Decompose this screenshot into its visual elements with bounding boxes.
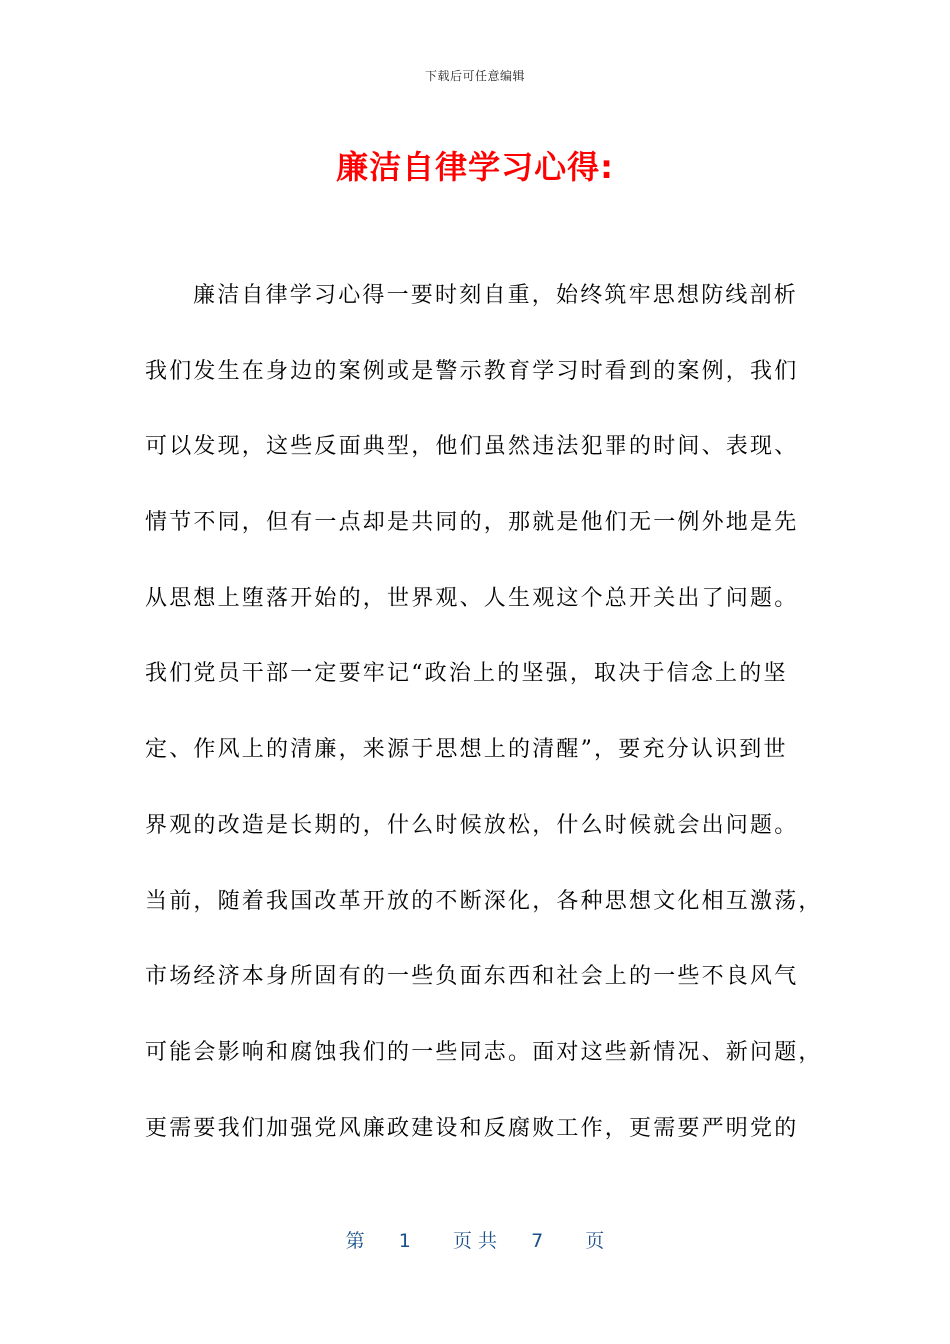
body-line: 从思想上堕落开始的，世界观、人生观这个总开关出了问题。	[145, 585, 799, 611]
body-line: 界观的改造是长期的，什么时候放松，什么时候就会出问题。	[145, 812, 799, 838]
document-title: 廉洁自律学习心得:	[336, 148, 614, 186]
body-line: 可能会影响和腐蚀我们的一些同志。面对这些新情况、新问题，	[145, 1039, 823, 1065]
total-pages-number: 7	[531, 1230, 544, 1252]
body-line: 定、作风上的清廉，来源于思想上的清醒”，要充分认识到世	[145, 737, 788, 763]
header-note: 下载后可任意编辑	[424, 69, 525, 83]
current-page-number: 1	[398, 1230, 411, 1252]
body-line: 廉洁自律学习心得一要时刻自重，始终筑牢思想防线剖析	[193, 283, 799, 308]
body-line: 我们党员干部一定要牢记“政治上的坚强，取决于信念上的坚	[145, 661, 788, 687]
footer-suffix: 页	[585, 1230, 605, 1252]
body-line: 市场经济本身所固有的一些负面东西和社会上的一些不良风气	[145, 964, 799, 990]
body-line: 更需要我们加强党风廉政建设和反腐败工作，更需要严明党的	[145, 1115, 799, 1141]
footer-prefix: 第	[345, 1230, 365, 1252]
body-line: 我们发生在身边的案例或是警示教育学习时看到的案例，我们	[145, 358, 799, 384]
footer-middle: 页 共	[452, 1230, 498, 1252]
document-body	[145, 276, 825, 1184]
page-footer	[0, 1226, 950, 1253]
body-line: 可以发现，这些反面典型，他们虽然违法犯罪的时间、表现、	[145, 434, 799, 460]
body-line: 情节不同，但有一点却是共同的，那就是他们无一例外地是先	[145, 510, 799, 536]
body-line: 当前，随着我国改革开放的不断深化，各种思想文化相互激荡，	[145, 888, 823, 914]
